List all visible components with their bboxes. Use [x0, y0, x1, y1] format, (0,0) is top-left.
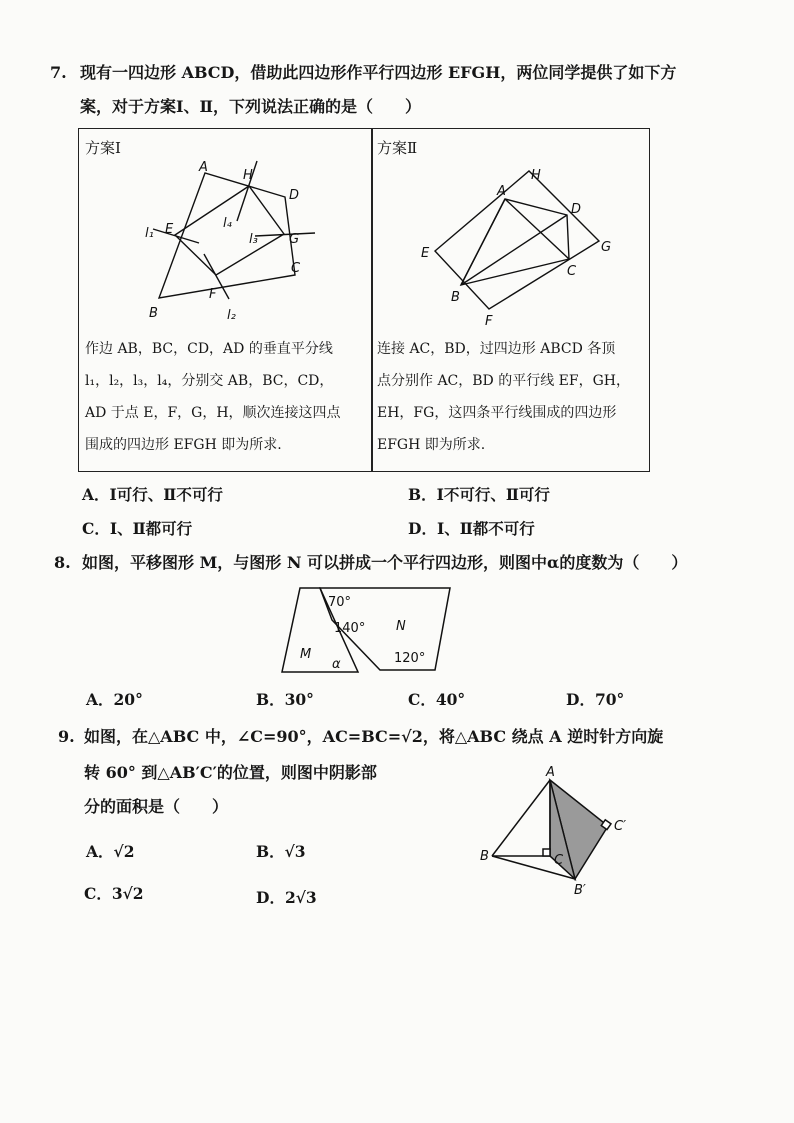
- plan1-description: [85, 333, 341, 461]
- q9-number: 9.: [58, 727, 75, 746]
- q7-plan-table: [78, 128, 650, 472]
- q8-option-a[interactable]: A．20°: [86, 690, 143, 709]
- q9-label-c-prime: C′: [614, 819, 627, 834]
- q7-number: 7.: [50, 63, 67, 82]
- plan1-desc-line: 作边 AB，BC，CD，AD 的垂直平分线: [85, 341, 333, 357]
- q8-label-m: M: [300, 647, 312, 662]
- plan1-label-e: E: [165, 222, 174, 237]
- plan1-figure: [119, 159, 369, 329]
- plan1-label-h: H: [243, 168, 253, 183]
- q9-text-line2: 转 60° 到△AB′C′的位置，则图中阴影部: [84, 763, 377, 782]
- plan1-desc-line: l₁，l₂，l₃，l₄，分别交 AB，BC，CD，: [85, 373, 334, 389]
- q9-figure: [470, 764, 640, 896]
- q8-angle-140: 140°: [334, 621, 366, 636]
- q9-option-b[interactable]: B．√3: [256, 842, 306, 861]
- plan2-quad-abcd: [461, 199, 569, 285]
- q9-label-b-prime: B′: [574, 883, 586, 896]
- plan2-label-h: H: [531, 168, 541, 183]
- plan2-label-c: C: [567, 264, 577, 279]
- q8-label-n: N: [396, 619, 406, 634]
- plan2-parallelogram-efgh: [435, 171, 599, 309]
- plan1-line-l1: [153, 229, 199, 243]
- plan2-label-d: D: [571, 202, 582, 217]
- plan1-label-l3: l₃: [249, 232, 258, 247]
- plan1-line-l2: [204, 254, 229, 299]
- plan1-label-d: D: [289, 188, 300, 203]
- q7-option-d[interactable]: D．Ⅰ、Ⅱ都不可行: [408, 519, 535, 538]
- plan1-title: 方案Ⅰ: [85, 139, 121, 157]
- q8-option-c[interactable]: C．40°: [408, 690, 466, 709]
- plan1-desc-line: 围成的四边形 EFGH 即为所求.: [85, 437, 282, 453]
- q9-label-c: C: [554, 853, 564, 868]
- plan2-label-f: F: [485, 314, 493, 329]
- q7-text-line1: 现有一四边形 ABCD，借助此四边形作平行四边形 EFGH，两位同学提供了如下方: [80, 63, 677, 82]
- plan2-desc-line: EFGH 即为所求.: [377, 437, 486, 453]
- table-divider: [371, 129, 373, 471]
- q7-option-c[interactable]: C．Ⅰ、Ⅱ都可行: [82, 519, 193, 538]
- q9-option-a[interactable]: A．√2: [86, 842, 135, 861]
- plan1-label-l2: l₂: [227, 308, 236, 323]
- q9-text-line1: 如图，在△ABC 中，∠C=90°，AC=BC=√2，将△ABC 绕点 A 逆时针方向旋: [84, 727, 664, 746]
- plan1-label-l4: l₄: [223, 216, 232, 231]
- q8-text: 如图，平移图形 M，与图形 N 可以拼成一个平行四边形，则图中α的度数为（ ）: [82, 553, 688, 572]
- plan2-label-e: E: [421, 246, 430, 261]
- plan2-desc-line: 连接 AC，BD，过四边形 ABCD 各顶: [377, 341, 616, 357]
- q8-angle-70: 70°: [328, 595, 352, 610]
- q7-text-line2: 案，对于方案Ⅰ、Ⅱ，下列说法正确的是（ ）: [80, 97, 421, 116]
- plan2-desc-line: 点分别作 AC，BD 的平行线 EF，GH，: [377, 373, 631, 389]
- plan1-line-l3: [255, 233, 315, 236]
- plan1-label-l1: l₁: [145, 226, 154, 241]
- q9-label-a: A: [546, 765, 555, 780]
- q8-option-d[interactable]: D．70°: [566, 690, 625, 709]
- q8-option-b[interactable]: B．30°: [256, 690, 314, 709]
- q9-label-b: B: [480, 849, 489, 864]
- plan1-label-g: G: [289, 232, 300, 247]
- q7-option-b[interactable]: B．Ⅰ不可行、Ⅱ可行: [408, 485, 550, 504]
- plan1-label-c: C: [291, 261, 301, 276]
- plan2-diagonal-bd: [461, 215, 567, 285]
- q8-label-alpha: α: [332, 657, 341, 672]
- plan2-description: [377, 333, 630, 461]
- plan2-label-a: A: [497, 184, 506, 199]
- plan1-label-b: B: [149, 306, 158, 321]
- plan2-label-b: B: [451, 290, 460, 305]
- q8-angle-120: 120°: [394, 651, 426, 666]
- q9-option-d[interactable]: D．2√3: [256, 888, 317, 907]
- plan2-title: 方案Ⅱ: [377, 139, 418, 157]
- plan2-figure: [419, 159, 619, 329]
- q9-option-c[interactable]: C．3√2: [84, 884, 144, 903]
- q7-option-a[interactable]: A．Ⅰ可行、Ⅱ不可行: [82, 485, 223, 504]
- plan1-label-a: A: [199, 160, 208, 175]
- q8-figure: [270, 582, 470, 678]
- plan2-label-g: G: [601, 240, 612, 255]
- q8-number: 8.: [54, 553, 71, 572]
- q9-text-line3: 分的面积是（ ）: [84, 797, 229, 816]
- plan2-desc-line: EH，FG，这四条平行线围成的四边形: [377, 405, 617, 421]
- plan1-label-f: F: [209, 287, 217, 302]
- plan1-desc-line: AD 于点 E，F，G，H，顺次连接这四点: [85, 405, 341, 421]
